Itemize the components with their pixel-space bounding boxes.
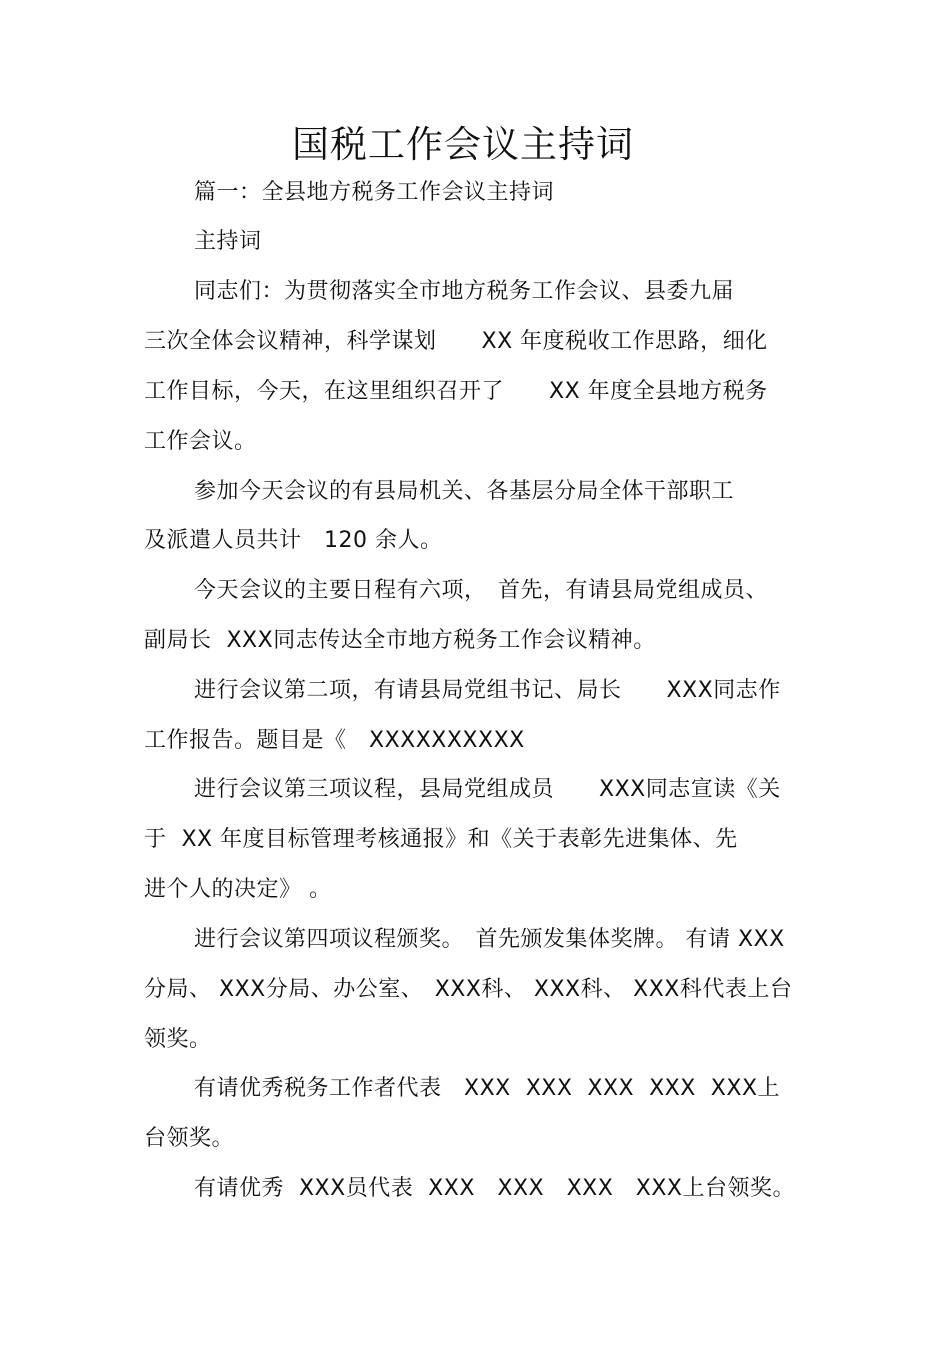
paragraph-line: 进行会议第二项，有请县局党组书记、局长 XXX同志作	[194, 678, 781, 703]
paragraph-line: 工作目标，今天，在这里组织召开了 XX 年度全县地方税务	[144, 379, 768, 404]
paragraph-line: 有请优秀 XXX员代表 XXX XXX XXX XXX上台领奖。	[194, 1176, 795, 1201]
paragraph-line: 工作会议。	[144, 429, 257, 454]
paragraph-line: 主持词	[194, 229, 262, 254]
paragraph-line: 台领奖。	[144, 1126, 235, 1151]
paragraph-line: 分局、 XXX分局、办公室、 XXX科、 XXX科、 XXX科代表上台	[144, 977, 793, 1002]
paragraph-line: 三次全体会议精神，科学谋划 XX 年度税收工作思路，细化	[144, 329, 768, 354]
paragraph-line: 领奖。	[144, 1027, 212, 1052]
paragraph-line: 于 XX 年度目标管理考核通报》和《关于表彰先进集体、先	[144, 827, 738, 852]
paragraph-line: 有请优秀税务工作者代表 XXX XXX XXX XXX XXX上	[194, 1076, 781, 1101]
document-title: 国税工作会议主持词	[292, 123, 634, 166]
paragraph-line: 副局长 XXX同志传达全市地方税务工作会议精神。	[144, 628, 656, 653]
paragraph-line: 今天会议的主要日程有六项， 首先，有请县局党组成员、	[194, 578, 769, 603]
paragraph-line: 篇一：全县地方税务工作会议主持词	[194, 180, 555, 205]
paragraph-line: 进行会议第三项议程，县局党组成员 XXX同志宣读《关	[194, 777, 781, 802]
paragraph-line: 进行会议第四项议程颁奖。 首先颁发集体奖牌。 有请 XXX	[194, 927, 785, 952]
paragraph-line: 工作报告。题目是《 XXXXXXXXXX	[144, 728, 525, 753]
paragraph-line: 进个人的决定》 。	[144, 877, 332, 902]
paragraph-line: 同志们：为贯彻落实全市地方税务工作会议、县委九届	[194, 279, 735, 304]
paragraph-line: 参加今天会议的有县局机关、各基层分局全体干部职工	[194, 479, 735, 504]
paragraph-line: 及派遣人员共计 120 余人。	[144, 528, 443, 553]
